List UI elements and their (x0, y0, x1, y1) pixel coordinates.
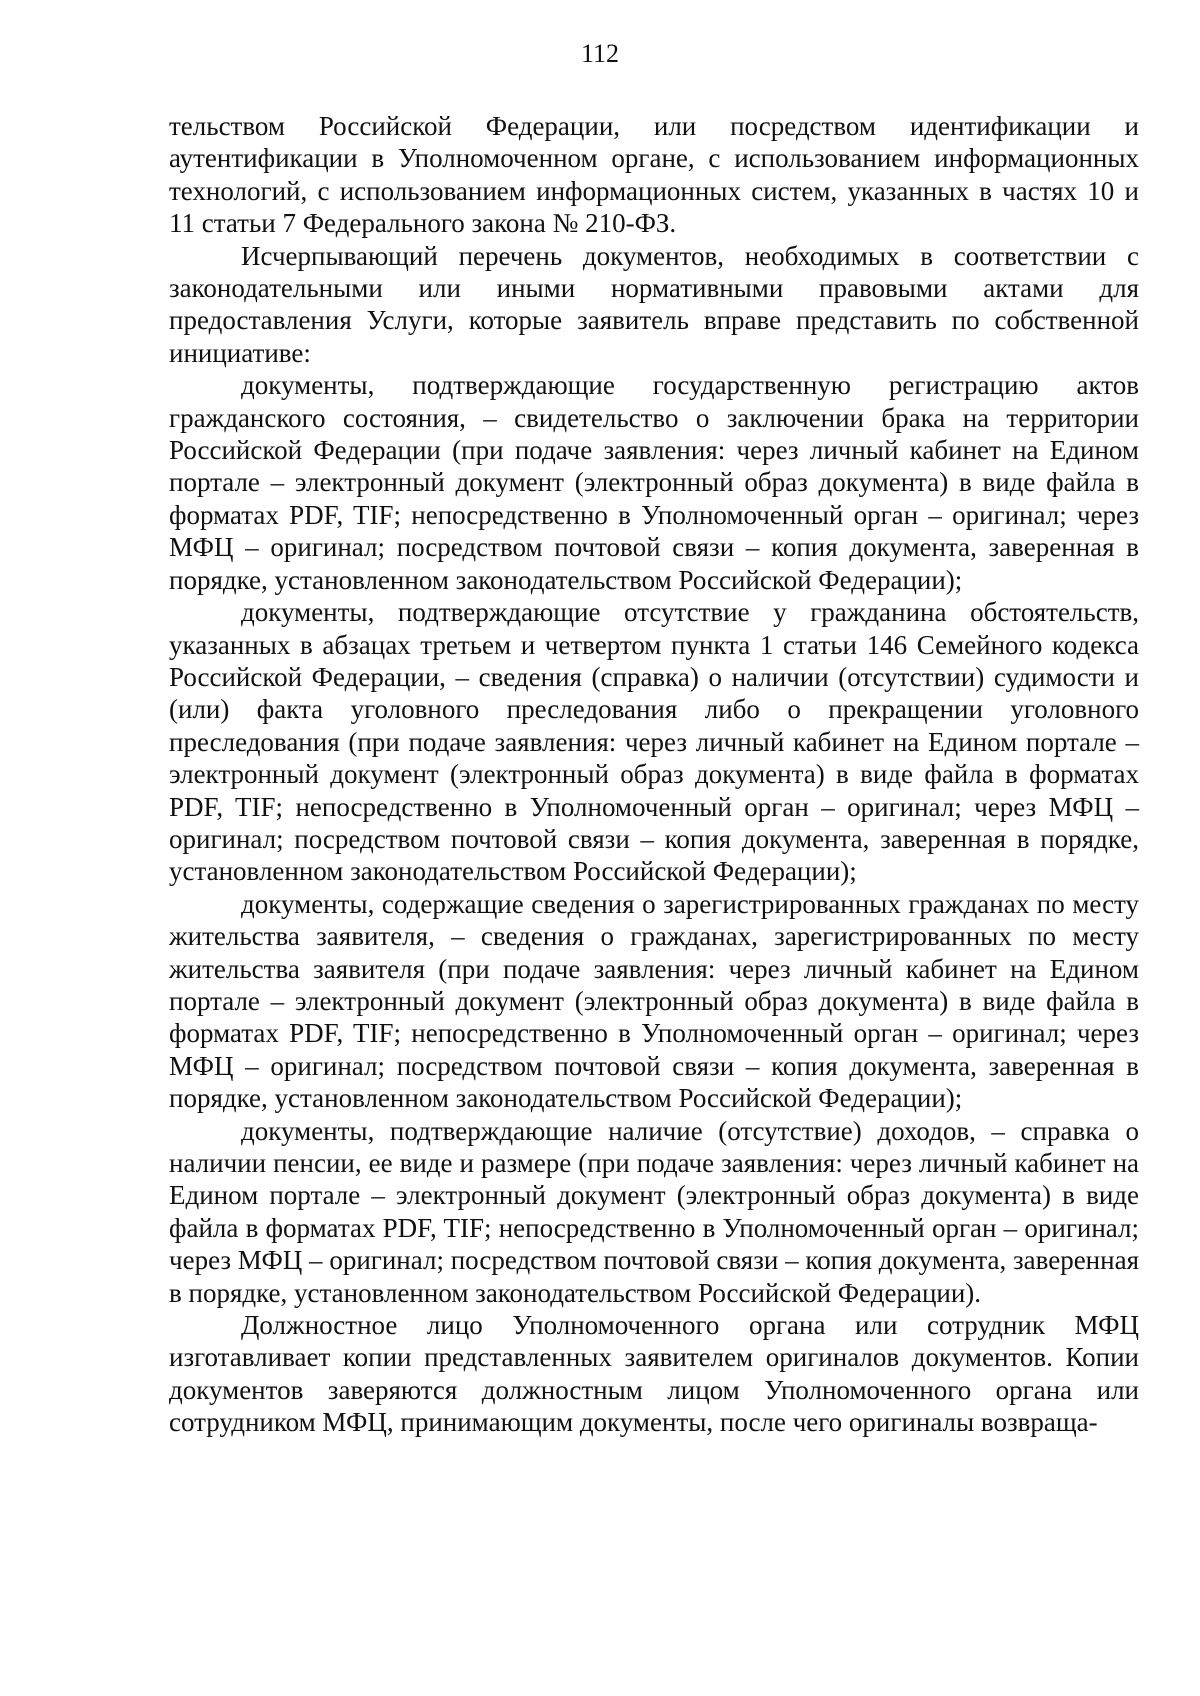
page-number: 112 (580, 39, 620, 68)
paragraph-continuation: тельством Российской Федерации, или посредством идентификации и аутентификации в Уполномоченном органе, с использованием информационных технологий, с использованием информационных систем, указанных в частях 10 и 11 статьи 7 Федерального закона № 210-ФЗ. (169, 111, 1139, 239)
paragraph-copies-certification: Должностное лицо Уполномоченного органа или сотрудник МФЦ изготавливает копии представленных заявителем оригиналов документов. Копии документов заверяются должностным лицом Уполномоченного органа или сотрудником МФЦ, принимающим документы, после чего оригиналы возвраща- (169, 1310, 1139, 1438)
document-body (169, 110, 1139, 1439)
paragraph-civil-status-documents: документы, подтверждающие государственную регистрацию актов гражданского состояния, – свидетельство о заключении брака на территории Российской Федерации (при подаче заявления: через личный кабинет на Едином портале – электронный документ (электронный образ документа) в виде файла в форматах PDF, TIF; непосредственно в Уполномоченный орган – оригинал; через МФЦ – оригинал; посредством почтовой связи – копия документа, заверенная в порядке, установленном законодательством Российской Федерации); (169, 370, 1139, 595)
paragraph-criminal-record-documents: документы, подтверждающие отсутствие у гражданина обстоятельств, указанных в абзацах третьем и четвертом пункта 1 статьи 146 Семейного кодекса Российской Федерации, – сведения (справка) о наличии (отсутствии) судимости и (или) факта уголовного преследования либо о прекращении уголовного преследования (при подаче заявления: через личный кабинет на Едином портале – электронный документ (электронный образ документа) в виде файла в форматах PDF, TIF; непосредственно в Уполномоченный орган – оригинал; через МФЦ – оригинал; посредством почтовой связи – копия документа, заверенная в порядке, установленном законодательством Российской Федерации); (169, 597, 1139, 887)
paragraph-income-documents: документы, подтверждающие наличие (отсутствие) доходов, – справка о наличии пенсии, ее виде и размере (при подаче заявления: через личный кабинет на Едином портале – электронный документ (электронный образ документа) в виде файла в форматах PDF, TIF; непосредственно в Уполномоченный орган – оригинал; через МФЦ – оригинал; посредством почтовой связи – копия документа, заверенная в порядке, установленном законодательством Российской Федерации). (169, 1115, 1139, 1308)
paragraph-registered-citizens-documents: документы, содержащие сведения о зарегистрированных гражданах по месту жительства заявителя, – сведения о гражданах, зарегистрированных по месту жительства заявителя (при подаче заявления: через личный кабинет на Едином портале – электронный документ (электронный образ документа) в виде файла в форматах PDF, TIF; непосредственно в Уполномоченный орган – оригинал; через МФЦ – оригинал; посредством почтовой связи – копия документа, заверенная в порядке, установленном законодательством Российской Федерации); (169, 888, 1139, 1114)
paragraph-exhaustive-list-intro: Исчерпывающий перечень документов, необходимых в соответствии с законодательными или иными нормативными правовыми актами для предоставления Услуги, которые заявитель вправе представить по собственной инициативе: (169, 240, 1139, 368)
